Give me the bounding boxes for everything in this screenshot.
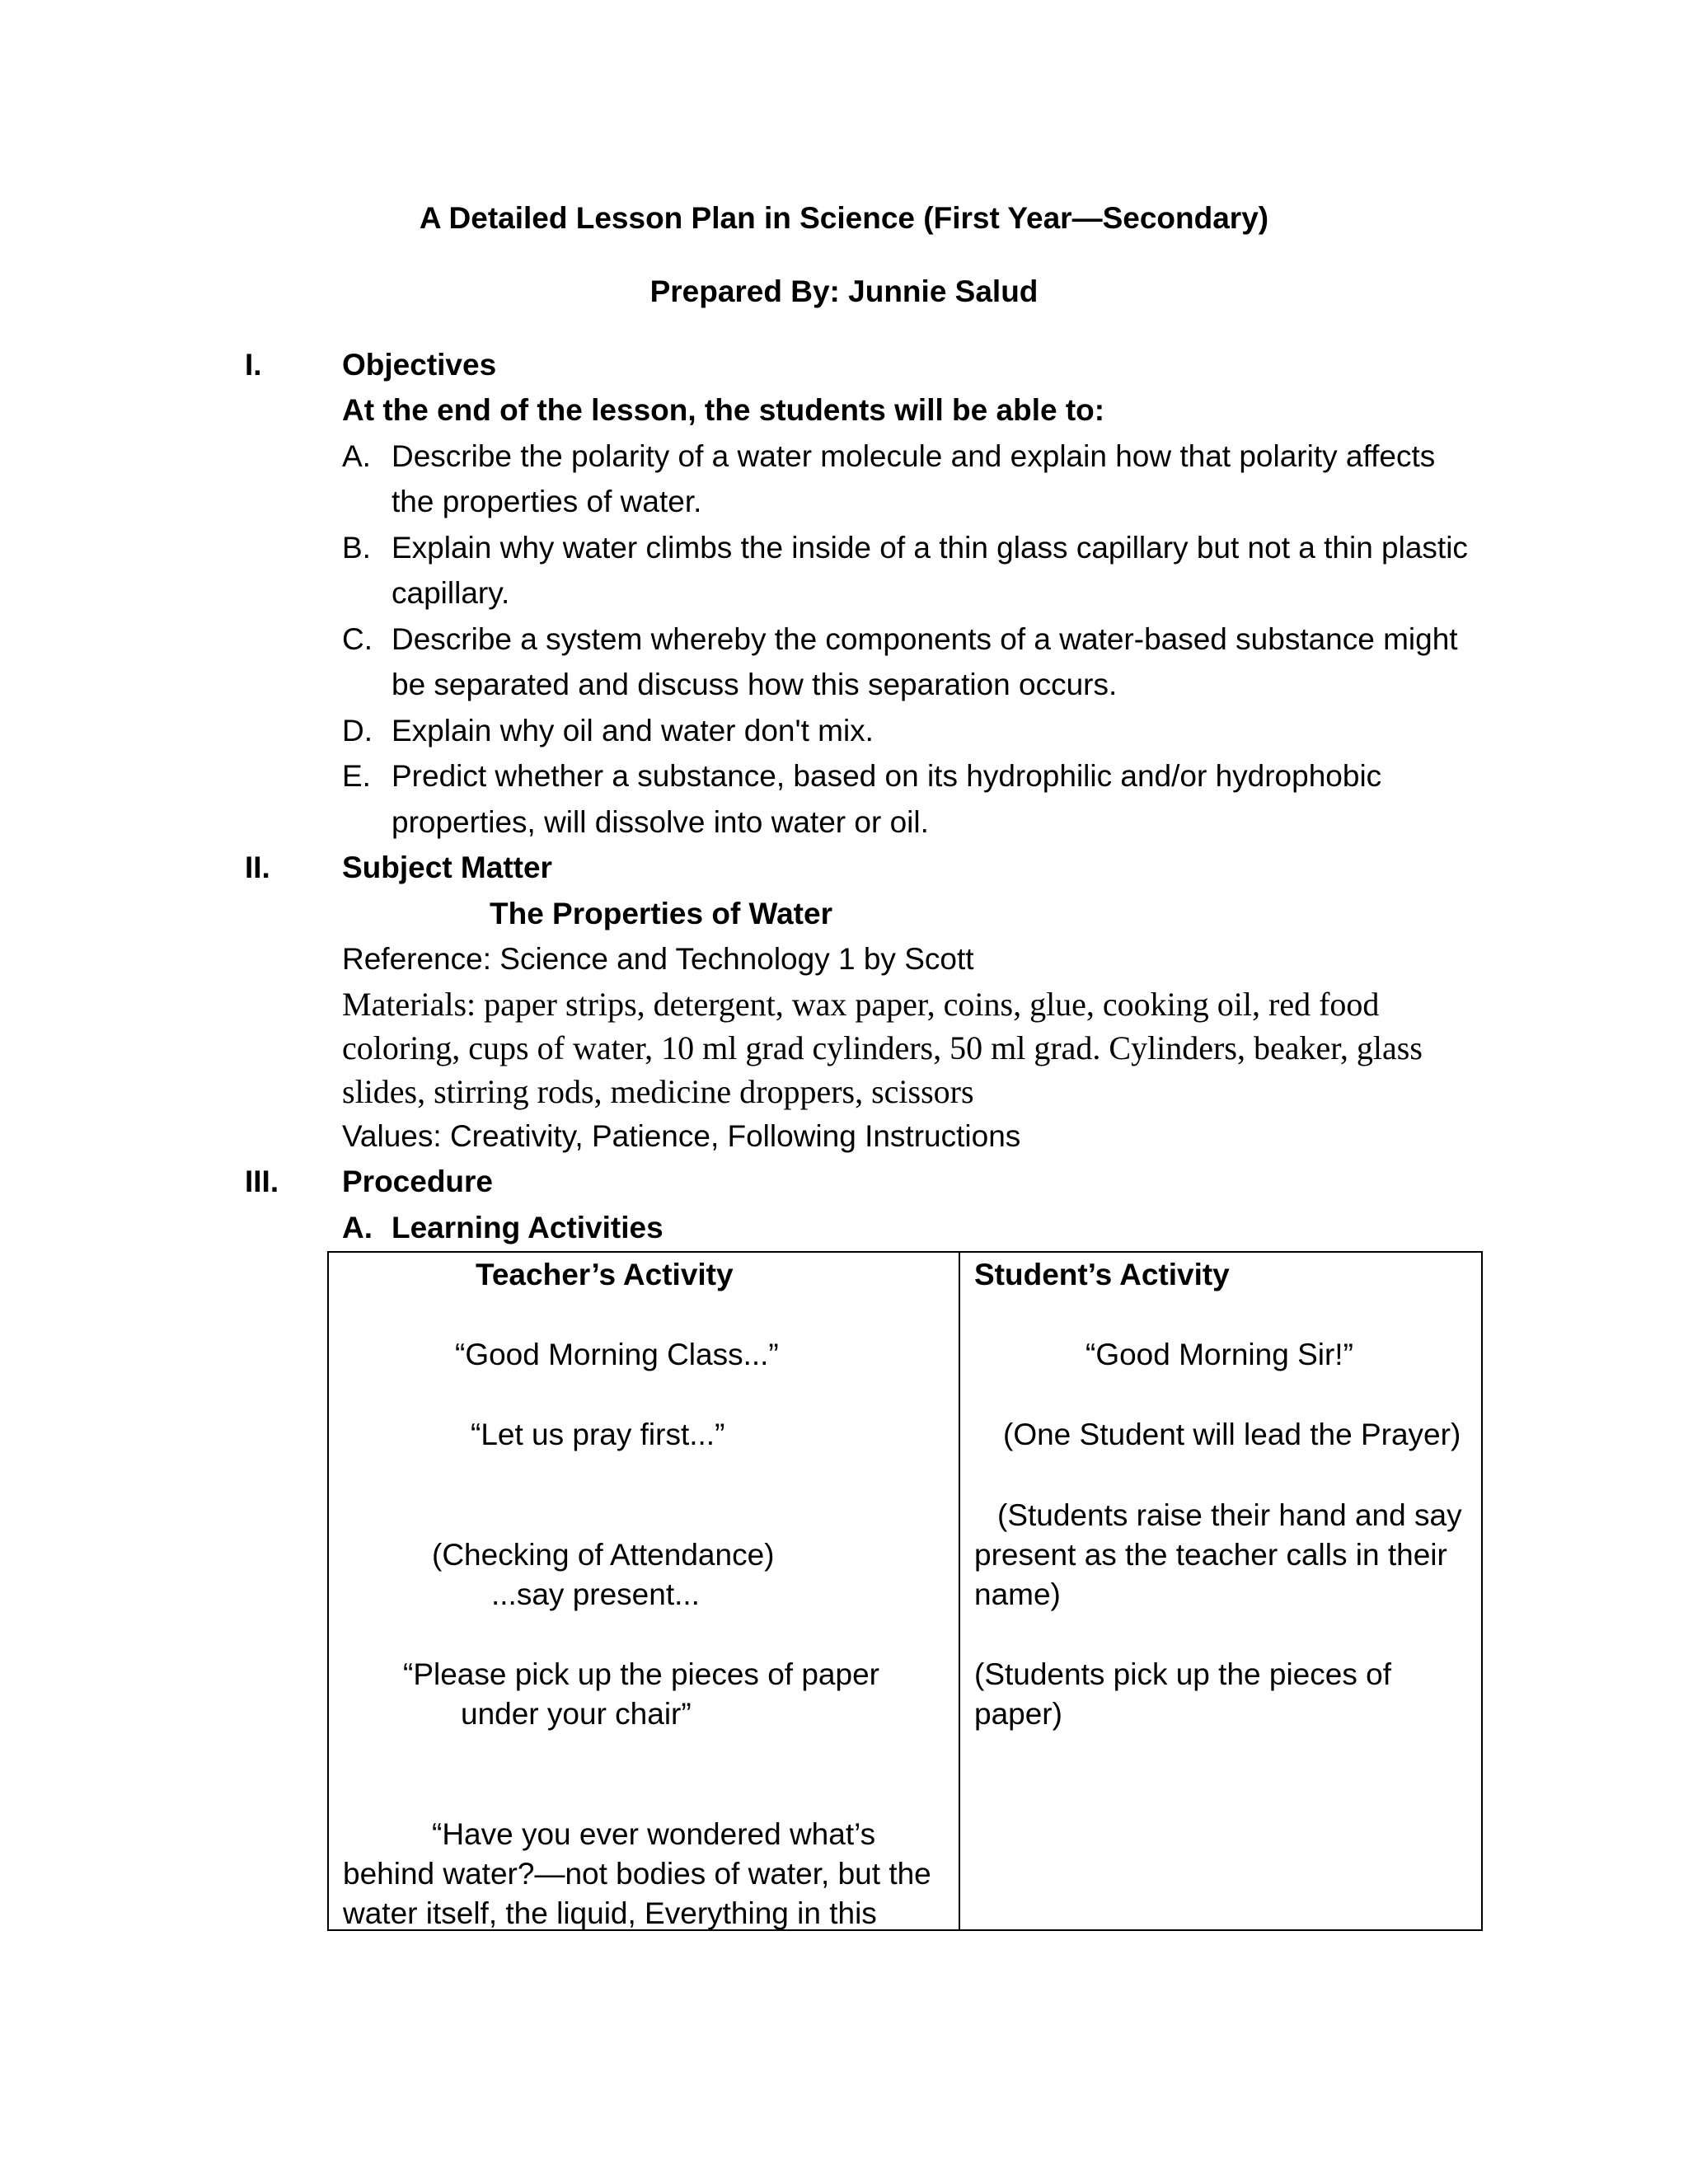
teacher-line: under your chair” [461,1697,692,1731]
objective-line: capillary. [392,576,510,610]
objective-line: the properties of water. [392,485,702,518]
objective-line: Predict whether a substance, based on its hydrophilic and/or hydrophobic [392,759,1382,793]
objective-line: properties, will dissolve into water or oil. [392,805,929,839]
objective-letter: D. [342,714,373,748]
student-line: paper) [974,1697,1062,1731]
materials-line: Materials: paper strips, detergent, wax paper, coins, glue, cooking oil, red food [342,986,1380,1023]
student-line: (Students raise their hand and say [997,1498,1462,1532]
section-numeral-subject-matter: II. [245,851,270,884]
student-activity-column [959,1252,1482,1930]
objective-line: be separated and discuss how this separation occurs. [392,668,1118,701]
teacher-line: behind water?—not bodies of water, but the [343,1857,931,1891]
subject-matter-heading: Subject Matter [342,851,552,884]
teacher-line: water itself, the liquid, Everything in this [343,1896,877,1930]
student-line: name) [974,1577,1061,1611]
section-numeral-procedure: III. [245,1165,279,1198]
student-line: (Students pick up the pieces of [974,1657,1391,1691]
teacher-line: “Good Morning Class...” [455,1338,779,1371]
topic-title: The Properties of Water [490,897,832,930]
objective-line: Describe the polarity of a water molecule and explain how that polarity affects [392,439,1436,473]
teacher-line: “Please pick up the pieces of paper [403,1657,879,1691]
learning-activities-table [327,1251,1483,1931]
objectives-intro: At the end of the lesson, the students will be able to: [342,393,1105,427]
objective-letter: C. [342,622,373,656]
student-activity-header: Student’s Activity [974,1258,1230,1291]
student-line: (One Student will lead the Prayer) [1003,1418,1461,1451]
materials-line: slides, stirring rods, medicine droppers, scissors [342,1073,974,1110]
teacher-line: ...say present... [491,1577,700,1611]
procedure-heading: Procedure [342,1165,494,1198]
teacher-line: “Let us pray first...” [471,1418,725,1451]
values-text: Values: Creativity, Patience, Following Instructions [342,1119,1021,1153]
prepared-by: Prepared By: Junnie Salud [649,274,1039,308]
objective-line: Describe a system whereby the components of a water-based substance might [392,622,1458,656]
teacher-activity-header: Teacher’s Activity [476,1258,734,1291]
document-title: A Detailed Lesson Plan in Science (First Year—Secondary) [419,201,1269,235]
teacher-line: “Have you ever wondered what’s [432,1817,876,1851]
learning-activities-heading: Learning Activities [392,1211,663,1244]
objective-letter: B. [342,531,371,565]
objective-line: Explain why oil and water don't mix. [392,714,874,748]
objective-letter: A. [342,439,371,473]
subsection-letter: A. [342,1211,373,1244]
objectives-heading: Objectives [342,348,497,382]
student-line: “Good Morning Sir!” [1085,1338,1353,1371]
student-line: present as the teacher calls in their [974,1538,1447,1572]
reference-text: Reference: Science and Technology 1 by Scott [342,942,974,976]
teacher-activity-column [328,1252,959,1930]
teacher-line: (Checking of Attendance) [432,1538,775,1572]
section-numeral-objectives: I. [245,348,262,382]
objective-line: Explain why water climbs the inside of a thin glass capillary but not a thin plastic [392,531,1468,565]
objective-letter: E. [342,759,371,793]
materials-line: coloring, cups of water, 10 ml grad cylinders, 50 ml grad. Cylinders, beaker, glass [342,1029,1423,1066]
